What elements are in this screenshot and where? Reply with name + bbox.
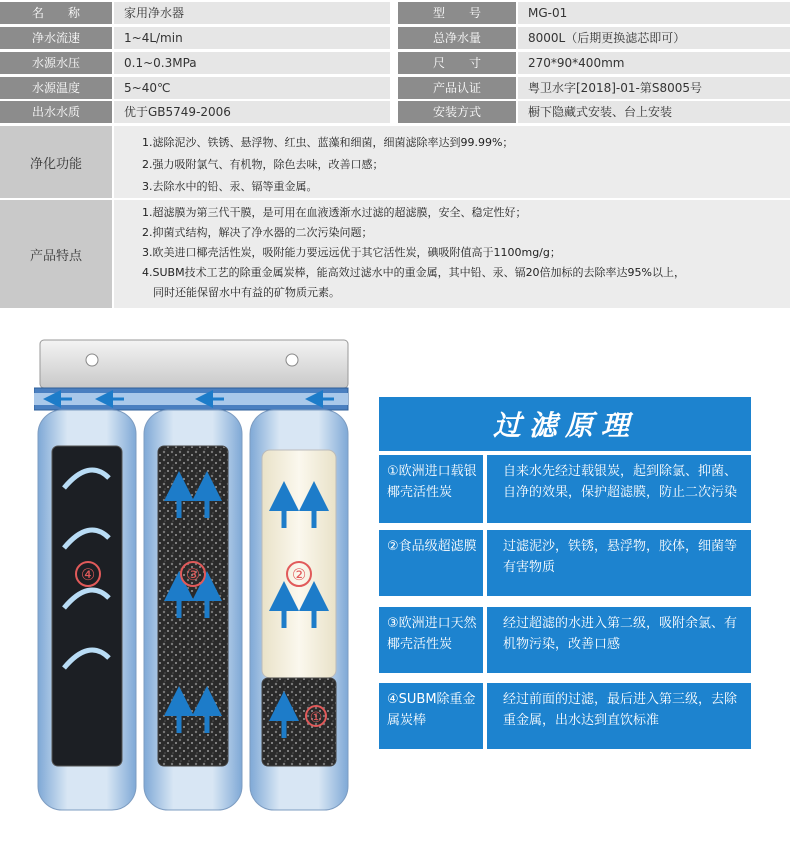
function-item: 1.滤除泥沙、铁锈、悬浮物、红虫、蓝藻和细菌，细菌滤除率达到99.99%； [142,136,514,149]
feature-item: 1.超滤膜为第三代干膜，是可用在血液透渐水过滤的超滤膜，安全、稳定性好； [142,206,527,219]
spec-label: 水源水压 [0,52,112,74]
spec-label: 安装方式 [398,101,516,123]
feature-item: 同时还能保留水中有益的矿物质元素。 [142,286,340,299]
feature-item: 2.抑菌式结构，解决了净水器的二次污染问题； [142,226,373,239]
principle-stage-desc: 经过前面的过滤，最后进入第三级，去除重金属，出水达到直饮标准 [487,683,751,749]
principle-stage-name: ③欧洲进口天然椰壳活性炭 [379,607,483,673]
spec-value: 橱下隐藏式安装、台上安装 [518,101,790,123]
function-list [114,126,790,198]
filter-illustration [34,338,354,818]
spec-value: 粤卫水字[2018]-01-第S8005号 [518,77,790,99]
filter-housing-3 [144,410,242,810]
spec-label: 出水水质 [0,101,112,123]
function-item: 3.去除水中的铅、汞、镉等重金属。 [142,180,318,193]
filter-housing-2 [250,410,348,810]
spec-value: MG-01 [518,2,790,24]
feature-block [0,200,790,308]
spec-label: 总净水量 [398,27,516,49]
spec-label: 水源温度 [0,77,112,99]
function-block [0,126,790,198]
mount-hole-icon [86,354,98,366]
principle-stage-desc: 自来水先经过载银炭，起到除氯、抑菌、自净的效果，保护超滤膜，防止二次污染 [487,455,751,523]
principle-stage-name: ④SUBM除重金属炭棒 [379,683,483,749]
spec-label: 名 称 [0,2,112,24]
principle-stage-name: ①欧洲进口载银椰壳活性炭 [379,455,483,523]
principle-stage-desc: 经过超滤的水进入第二级，吸附余氯、有机物污染，改善口感 [487,607,751,673]
principle-title: 过滤原理 [379,397,751,451]
mount-bracket [40,340,348,388]
principle-stage-name: ②食品级超滤膜 [379,530,483,596]
principle-row [379,530,751,596]
principle-row [379,683,751,749]
spec-value: 270*90*400mm [518,52,790,74]
spec-row [0,2,790,24]
spec-value: 1~4L/min [114,27,390,49]
spec-label: 产品认证 [398,77,516,99]
spec-value: 0.1~0.3MPa [114,52,390,74]
principle-panel [379,397,751,770]
spec-value: 8000L（后期更换滤芯即可） [518,27,790,49]
spec-value: 5~40℃ [114,77,390,99]
filter-housing-4 [38,410,136,810]
spec-row [0,101,790,123]
marker-4: ④ [80,565,96,584]
spec-row [0,77,790,99]
marker-1: ① [309,710,323,726]
spec-value: 家用净水器 [114,2,390,24]
function-item: 2.强力吸附氯气、有机物，除色去味，改善口感； [142,158,384,171]
function-label: 净化功能 [0,126,112,198]
principle-stage-desc: 过滤泥沙，铁锈，悬浮物，胶体，细菌等有害物质 [487,530,751,596]
spec-value: 优于GB5749-2006 [114,101,390,123]
spec-row [0,52,790,74]
feature-list [114,200,790,308]
feature-label: 产品特点 [0,200,112,308]
marker-2: ② [291,565,307,584]
feature-item: 3.欧美进口椰壳活性炭，吸附能力要远远优于其它活性炭，碘吸附值高于1100mg/g； [142,246,561,259]
feature-item: 4.SUBM技术工艺的除重金属炭棒，能高效过滤水中的重金属，其中铅、汞、镉20倍加标的去除率达95%以上， [142,266,686,279]
spec-label: 型 号 [398,2,516,24]
mount-hole-icon [286,354,298,366]
principle-row [379,455,751,523]
marker-3: ③ [185,565,201,584]
spec-label: 净水流速 [0,27,112,49]
spec-label: 尺 寸 [398,52,516,74]
principle-row [379,607,751,673]
spec-row [0,27,790,49]
